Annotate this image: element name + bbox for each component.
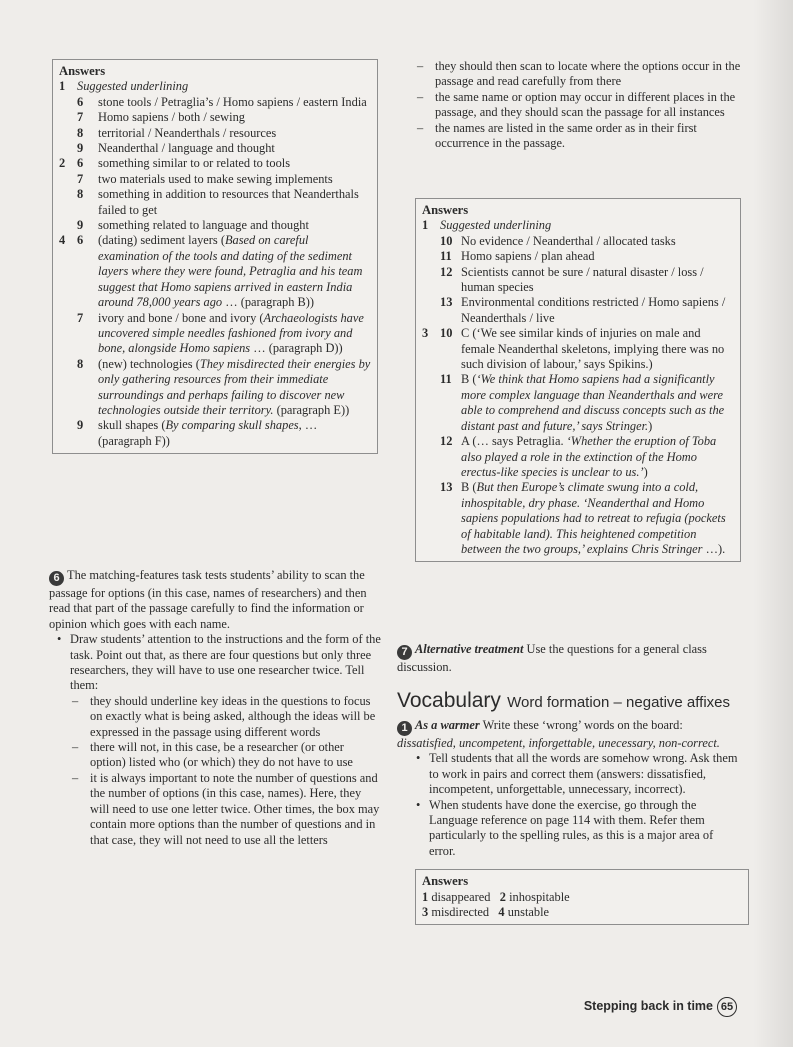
question-number: 8: [77, 187, 84, 202]
answer-row: [59, 233, 371, 310]
left-answers-box: [52, 59, 378, 454]
answer-text: B (‘We think that Homo sapiens had a significantly more complex language than Neanderthals and were able to comprehend and discuss concepts such as the distant past and future,’ says Stringer.): [461, 372, 725, 433]
answer-row: [422, 234, 734, 249]
vocabulary-section: [397, 688, 742, 925]
question-number: 11: [440, 372, 452, 387]
answer-text: Suggested underlining: [440, 218, 552, 233]
question-number: 9: [77, 141, 84, 156]
alternative-treatment-text: Use the questions for a general class discussion.: [397, 642, 707, 674]
question-number: 7: [77, 171, 84, 186]
question-number: 8: [77, 356, 84, 371]
answers-title: Answers: [422, 203, 469, 217]
question-number: 10: [440, 233, 453, 248]
warmer-paragraph: 1 As a warmer Write these ‘wrong’ words on the board: dissatisfied, uncompetent, inforgettable, unecessary, non-correct.: [397, 718, 720, 750]
answers-title: Answers: [59, 64, 106, 78]
dash-item: – they should then scan to locate where the options occur in the passage and read carefully from there: [415, 59, 745, 90]
answer-row: [422, 372, 734, 434]
answer-text: territorial / Neanderthals / resources: [98, 125, 277, 140]
answer-row: [59, 357, 371, 419]
answer-text: something similar to or related to tools: [98, 156, 291, 171]
page-number: 65: [717, 997, 737, 1017]
question-number: 10: [440, 326, 453, 341]
vocabulary-answers-line-2: 3 misdirected 4 unstable: [422, 905, 550, 920]
page-shadow: [753, 0, 793, 1047]
answer-row: [59, 79, 371, 94]
answer-text: stone tools / Petraglia’s / Homo sapiens / eastern India: [98, 94, 367, 109]
question-number: 6: [77, 156, 84, 171]
answer-text: Suggested underlining: [77, 79, 189, 94]
question-number: 13: [440, 295, 453, 310]
section-number-7: 7: [397, 645, 412, 660]
left-answers-list: [59, 79, 371, 449]
answer-row: [59, 218, 371, 233]
question-number: 7: [77, 110, 84, 125]
vocabulary-bullets: [411, 751, 742, 859]
alternative-treatment-label: Alternative treatment: [415, 642, 524, 656]
right-answers-list: [422, 218, 734, 557]
question-number: 12: [440, 264, 453, 279]
vocabulary-bullet: • Tell students that all the words are somehow wrong. Ask them to work in pairs and correct them (answers: dissatisfied, incompetent, unforgettable, unnecessary, incorrect).: [411, 751, 742, 797]
section-6-intro: 6 The matching-features task tests students’ ability to scan the passage for options (in this case, names of researchers) and then read that part of the passage carefully to find the information or opinion which goes with each name.: [49, 568, 367, 631]
answer-text: skull shapes (By comparing skull shapes, … (paragraph F)): [98, 418, 318, 448]
vocabulary-answers-box: [415, 869, 749, 925]
question-number: 13: [440, 480, 453, 495]
answer-row: [59, 141, 371, 156]
answer-row: [59, 187, 371, 218]
question-number: 11: [440, 249, 452, 264]
section-6: [49, 568, 381, 848]
vocabulary-heading: Vocabulary Word formation – negative affixes: [397, 689, 731, 712]
answer-row: [59, 95, 371, 110]
unit-title: Stepping back in time: [583, 999, 713, 1013]
question-number: 12: [440, 434, 453, 449]
dash-item: – there will not, in this case, be a researcher (or other option) listed who (or which) they do not have to use: [70, 740, 381, 771]
answer-row: [422, 295, 734, 326]
question-group-number: 1: [422, 218, 429, 233]
question-number: 6: [77, 233, 84, 248]
answer-row: [422, 326, 734, 372]
dash-item: – the same name or option may occur in different places in the passage, and they should scan the passage for all instances: [415, 90, 745, 121]
answer-text: A (… says Petraglia. ‘Whether the eruption of Toba also played a role in the extinction of the Homo erectus-like species is unclear to us.’): [461, 434, 717, 479]
answer-text: No evidence / Neanderthal / allocated tasks: [461, 233, 676, 248]
page-footer: [584, 997, 737, 1017]
answer-text: (dating) sediment layers (Based on careful examination of the tools and dating of the sediment layers where they were found, Petraglia and his team suggest that Homo sapiens arrived in eastern India around 78,000 years ago … (paragraph B)): [98, 233, 363, 310]
question-number: 9: [77, 218, 84, 233]
answer-row: [422, 434, 734, 480]
answer-row: [422, 265, 734, 296]
answer-row: [59, 311, 371, 357]
answer-row: [59, 418, 371, 449]
question-group-number: 2: [59, 156, 66, 171]
dash-item: – it is always important to note the number of questions and the number of options (in this case, names). Here, they will need to use one letter twice. Other times, the box may contain more options than the number of questions and in that case, they will not need to use all the letters: [70, 771, 381, 848]
answer-row: [422, 480, 734, 557]
answer-row: [422, 249, 734, 264]
answer-text: Homo sapiens / plan ahead: [461, 249, 595, 264]
answers-title: Answers: [422, 874, 469, 889]
question-group-number: 3: [422, 326, 429, 341]
question-number: 6: [77, 94, 84, 109]
section-6-bullet: • Draw students’ attention to the instructions and the form of the task. Point out that, as there are four questions but only three researchers, they will have to use one researcher twice. Tell them:: [52, 632, 381, 694]
answer-text: Neanderthal / language and thought: [98, 141, 275, 156]
dash-item: – the names are listed in the same order as in their first occurrence in the passage.: [415, 121, 745, 152]
right-answers-box: [415, 198, 741, 562]
section-7: [397, 642, 742, 675]
answer-text: B (But then Europe’s climate swung into a cold, inhospitable, dry phase. ‘Neanderthal and Homo sapiens populations had to retreat to refugia (pockets of habitable land). This heightened competition between the two groups,’ explains Chris Stringer …).: [461, 480, 726, 556]
answer-text: ivory and bone / bone and ivory (Archaeologists have uncovered simple needles fashioned from ivory and bone, alongside Homo sapiens … (paragraph D)): [98, 310, 364, 356]
answer-text: C (‘We see similar kinds of injuries on male and female Neanderthal skeletons, implying there was no such division of labour,’ says Spikins.): [461, 326, 725, 372]
answer-text: Homo sapiens / both / sewing: [98, 110, 245, 125]
answer-text: something in addition to resources that Neanderthals failed to get: [98, 187, 359, 217]
question-number: 9: [77, 418, 84, 433]
section-6-dashes-continued: [415, 59, 745, 151]
section-6-dashes: [70, 694, 381, 848]
answer-row: [59, 172, 371, 187]
answer-row: [422, 218, 734, 233]
answer-text: Scientists cannot be sure / natural disaster / loss / human species: [461, 264, 704, 295]
vocabulary-bullet: • When students have done the exercise, go through the Language reference on page 114 with them. Refer them particularly to the spelling rules, as this is a major area of error.: [411, 798, 742, 860]
section-number-6: 6: [49, 571, 64, 586]
wrong-words: dissatisfied, uncompetent, inforgettable, unecessary, non-correct.: [397, 736, 720, 750]
answer-text: something related to language and thought: [98, 218, 309, 233]
answer-text: Environmental conditions restricted / Homo sapiens / Neanderthals / live: [461, 295, 726, 325]
answer-text: (new) technologies (They misdirected their energies by only gathering resources from their immediate surroundings and perhaps failing to discover new technologies outside their territory. (paragraph E)): [98, 356, 371, 417]
question-number: 7: [77, 310, 84, 325]
question-group-number: 4: [59, 233, 66, 248]
dash-item: – they should underline key ideas in the questions to focus on exactly what is being asked, although the ideas will be expressed in the passage using different words: [70, 694, 381, 740]
vocabulary-answers-line-1: 1 disappeared 2 inhospitable: [422, 889, 570, 904]
answer-row: [59, 156, 371, 171]
section-number-1: 1: [397, 721, 412, 736]
answer-row: [59, 110, 371, 125]
question-number: 8: [77, 125, 84, 140]
question-group-number: 1: [59, 79, 66, 94]
answer-row: [59, 126, 371, 141]
answer-text: two materials used to make sewing implements: [98, 171, 333, 186]
